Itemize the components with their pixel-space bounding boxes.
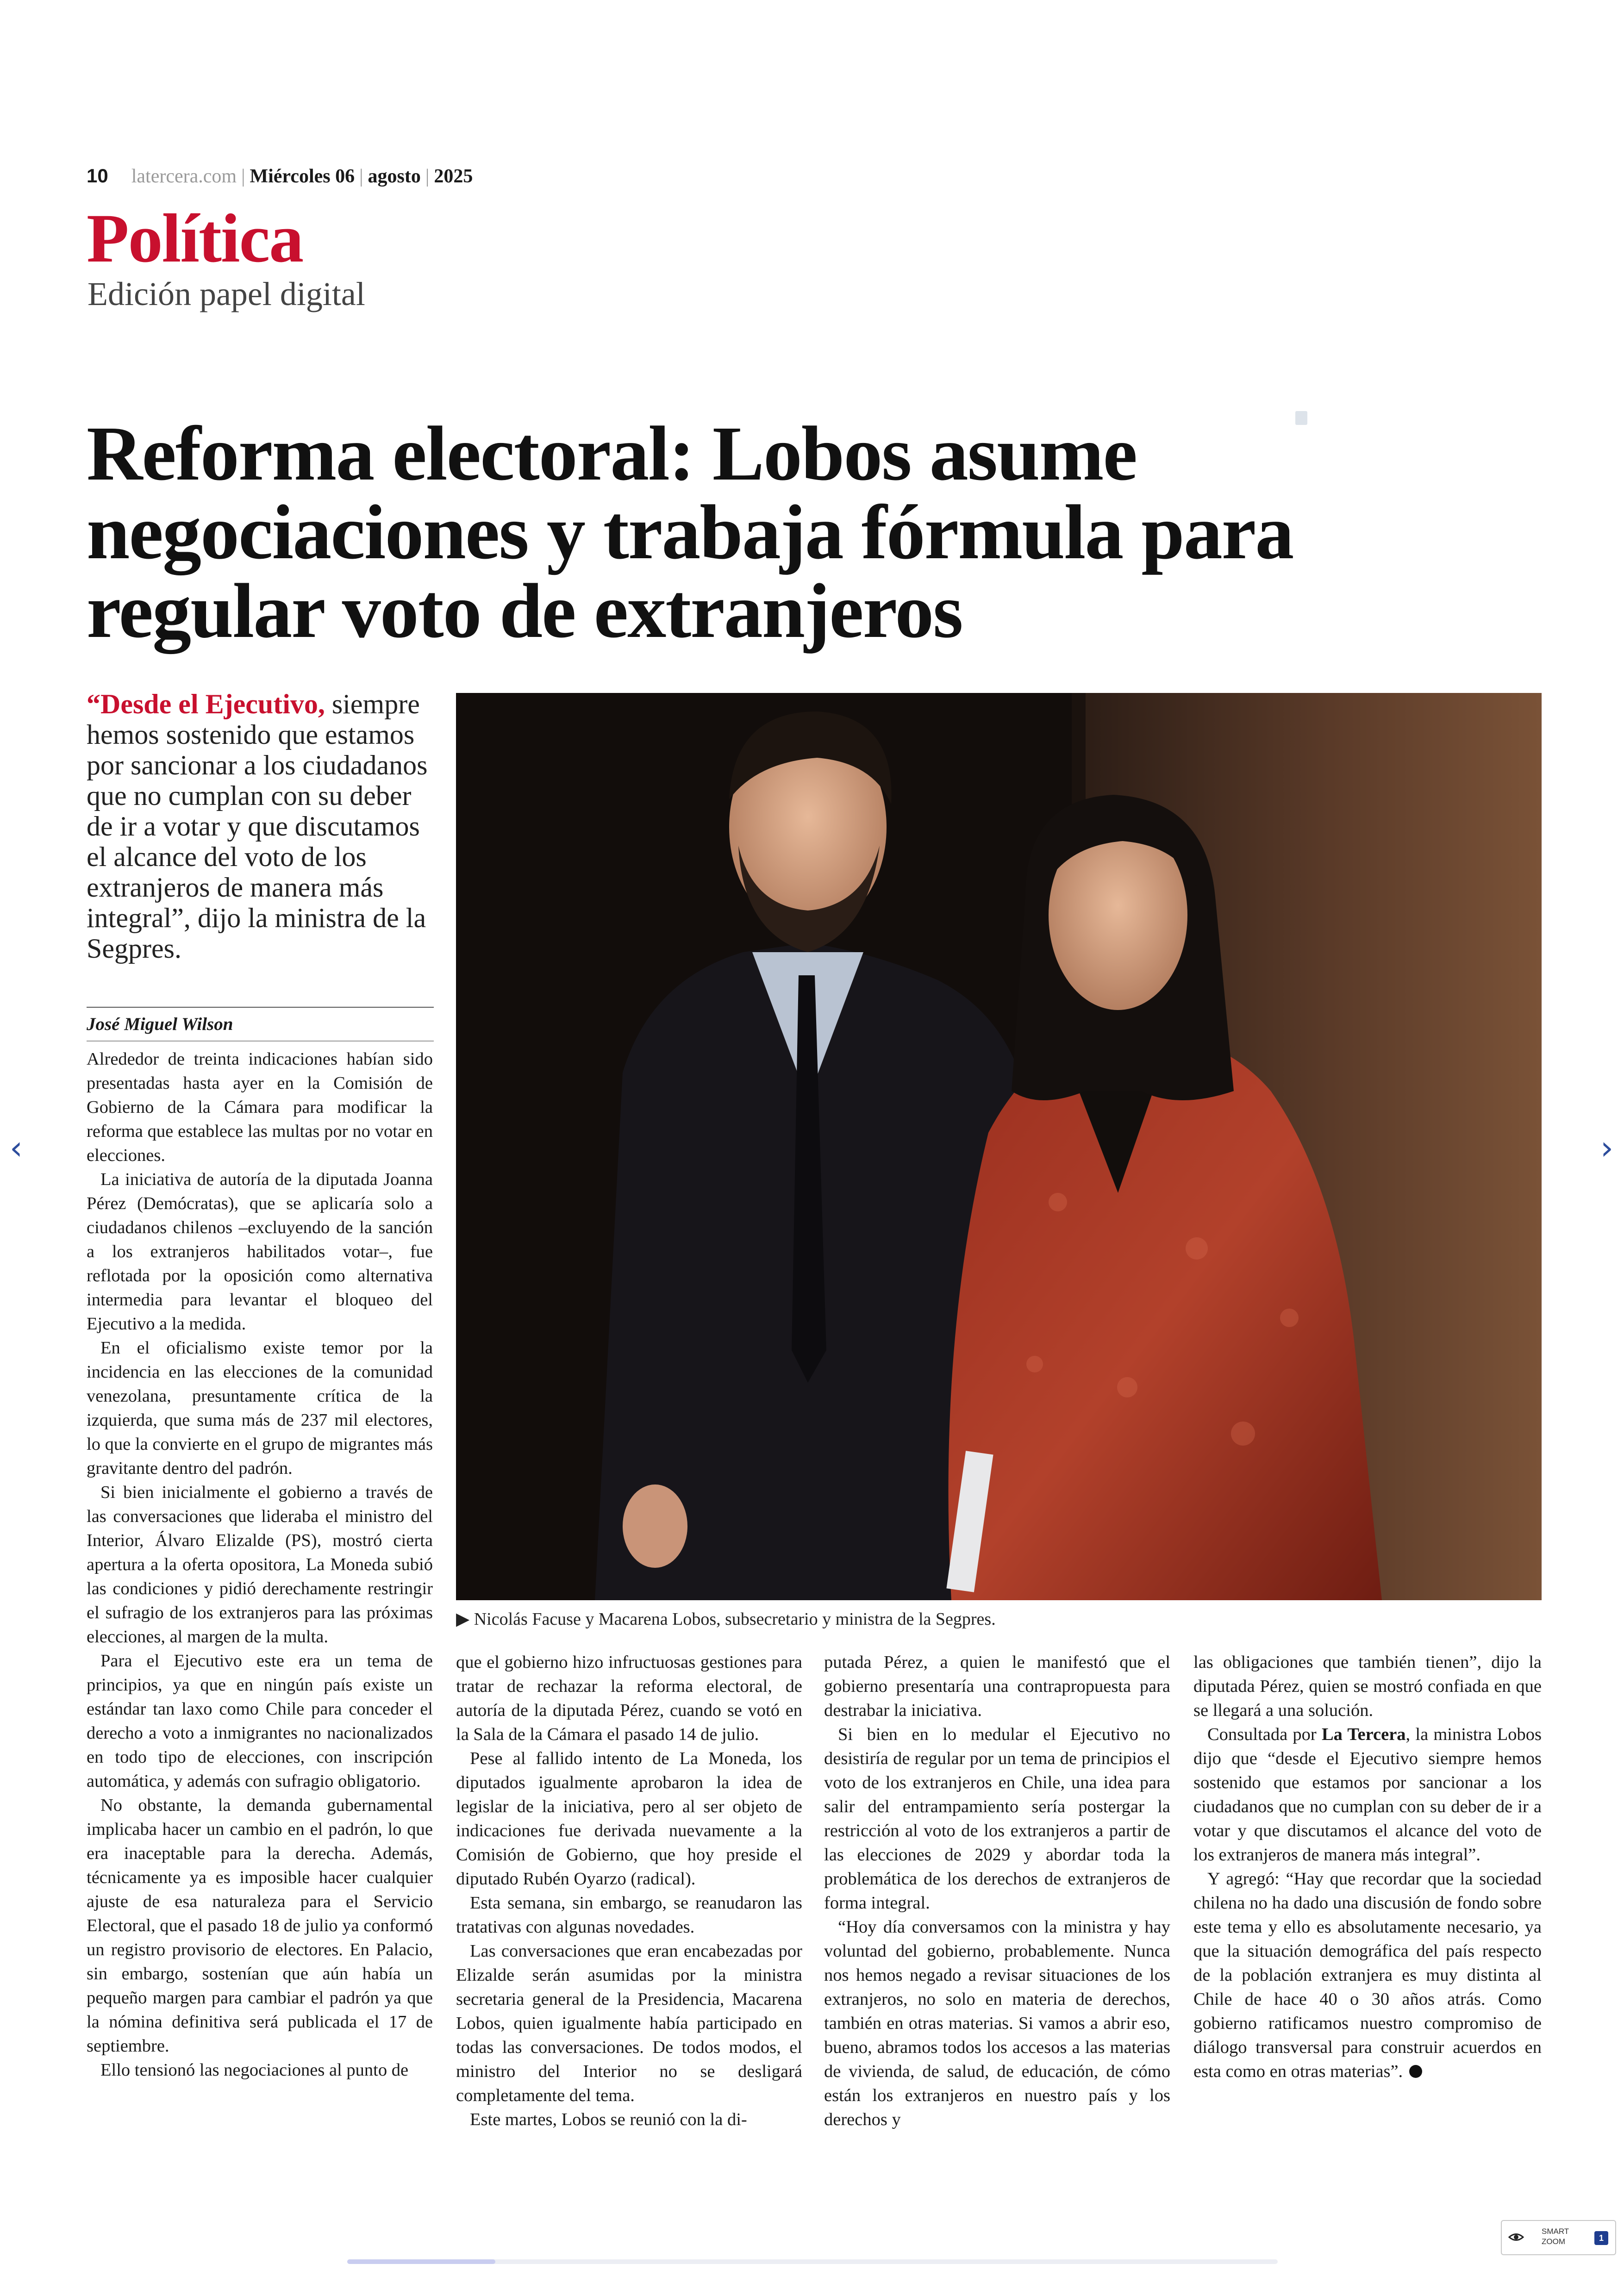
paragraph <box>1193 1867 1542 2083</box>
prev-page-button[interactable]: ‹ <box>10 1129 23 1167</box>
separator: | <box>359 166 363 187</box>
divider <box>87 1007 434 1008</box>
paragraph: Esta semana, sin embargo, se reanudaron las tratativas con algunas novedades. <box>456 1893 802 1937</box>
article-column-1 <box>87 1047 433 2082</box>
article-headline: Reforma electoral: Lobos asume negociaciones y trabaja fórmula para regular voto de extranjeros <box>87 411 1293 654</box>
next-page-button[interactable]: › <box>1600 1129 1613 1167</box>
paragraph: En el oficialismo existe temor por la incidencia en las elecciones de la comunidad venezolana, presuntamente crítica de la izquierda, que suma más de 237 mil electores, lo que la convierte en el grupo de migrantes más gravitante dentro del padrón. <box>87 1338 433 1478</box>
separator: | <box>241 166 245 187</box>
paragraph: que el gobierno hizo infructuosas gestiones para tratar de rechazar la reforma electoral, de autoría de la diputada Pérez, cuando se votó en la Sala de la Cámara el pasado 14 de julio. <box>456 1653 802 1744</box>
paragraph: “Hoy día conversamos con la ministra y hay voluntad del gobierno, probablemente. Nunca nos hemos negado a revisar situaciones de los extranjeros, no solo en materia de derechos, también en otras materias. Si vamos a abrir eso, bueno, abramos todos los accesos a las materias de vivienda, de salud, de educación, de cómo están los extranjeros en nuestro país y los derechos y <box>824 1917 1170 2129</box>
eye-icon <box>1508 2229 1524 2245</box>
paragraph: Pese al fallido intento de La Moneda, los diputados igualmente aprobaron la idea de legislar de la iniciativa, pero al ser objeto de indicaciones fue derivada nuevamente a la Comisión de Gobierno, que hoy preside el diputado Rubén Oyarzo (radical). <box>456 1749 802 1889</box>
smart-zoom-badge: 1 <box>1594 2231 1608 2245</box>
paragraph-text: , la ministra Lobos dijo que “desde el Ejecutivo siempre hemos sostenido que estamos por sancionar a los ciudadanos que no cumplan con su deber de ir a votar y que discutamos el alcance del voto de los extranjeros de manera más integral”. <box>1193 1725 1542 1865</box>
paragraph: La iniciativa de autoría de la diputada Joanna Pérez (Demócratas), que se aplicaría solo a ciudadanos chilenos –excluyendo de la sanción a los extranjeros habilitados votar–, fue reflotada por la oposición como alternativa intermedia para levantar el bloqueo del Ejecutivo a la medida. <box>87 1170 433 1334</box>
paragraph: Alrededor de treinta indicaciones habían sido presentadas hasta ayer en la Comisión de Gobierno de la Cámara para modificar la reforma que establece las multas por no votar en elecciones. <box>87 1049 433 1165</box>
article-column-3 <box>824 1650 1170 2132</box>
caption-marker-icon: ▶ <box>456 1609 470 1629</box>
lead-highlight: “Desde el Ejecutivo, <box>87 689 325 719</box>
end-mark-icon <box>1409 2065 1422 2078</box>
paragraph: las obligaciones que también tienen”, dijo la diputada Pérez, quien se mostró confiada en que se llegará a una solución. <box>1193 1653 1542 1720</box>
paragraph-text: Consultada por <box>1207 1725 1322 1744</box>
article-column-4 <box>1193 1650 1542 2083</box>
section-subtitle: Edición papel digital <box>87 275 365 312</box>
date-day: Miércoles 06 <box>250 166 355 187</box>
paragraph: Las conversaciones que eran encabezadas por Elizalde serán asumidas por la ministra secretaria general de la Presidencia, Macarena Lobos, quien igualmente había participado en todas las conversaciones. De todos modos, el ministro del Interior no se desligará completamente del tema. <box>456 1941 802 2105</box>
smart-zoom-button[interactable] <box>1501 2220 1616 2255</box>
paragraph-text: Y agregó: “Hay que recordar que la sociedad chilena no ha dado una discusión de fondo sobre este tema y ello es absolutamente necesario, ya que la situación demográfica del país respecto de la población extranjera es muy distinta al Chile de hace 40 o 30 años atrás. Como gobierno ratificamos nuestro compromiso de diálogo transversal para construir acuerdos en esta como en otras materias”. <box>1193 1869 1542 2081</box>
separator: | <box>425 166 430 187</box>
paragraph: putada Pérez, a quien le manifestó que el gobierno presentaría una contrapropuesta para destrabar la iniciativa. <box>824 1653 1170 1720</box>
article-photo <box>456 693 1542 1600</box>
page-scroll-thumb[interactable] <box>347 2259 495 2264</box>
page-number: 10 <box>87 165 108 187</box>
photo-caption <box>456 1606 1542 1632</box>
article-lead <box>87 689 434 964</box>
article-byline: José Miguel Wilson <box>87 1014 233 1034</box>
paragraph: Si bien inicialmente el gobierno a través de las conversaciones que lideraba el ministro del Interior, Álvaro Elizalde (PS), mostró cierta apertura a la oferta opositora, La Moneda subió las condiciones y pidió derechamente restringir el sufragio de los extranjeros para las próximas elecciones, al margen de la multa. <box>87 1483 433 1646</box>
paragraph: Ello tensionó las negociaciones al punto de <box>100 2060 409 2080</box>
date-month: agosto <box>368 166 421 187</box>
caption-text: Nicolás Facuse y Macarena Lobos, subsecretario y ministra de la Segpres. <box>474 1609 996 1629</box>
paragraph: No obstante, la demanda gubernamental implicaba hacer un cambio en el padrón, lo que era inaceptable para la derecha. Además, técnicamente ya es imposible hacer cualquier ajuste de esa naturaleza para el Servicio Electoral, que el pasado 18 de julio ya conformó un registro provisorio de electores. En Palacio, sin embargo, sostenían que aún había un pequeño margen para cambiar el padrón ya que la nómina definitiva será publicada el 17 de septiembre. <box>87 1796 433 2056</box>
paragraph: Este martes, Lobos se reunió con la di- <box>470 2110 747 2129</box>
paragraph <box>1193 1722 1542 1867</box>
paragraph: Si bien en lo medular el Ejecutivo no desistiría de regular por un tema de principios el voto de los extranjeros en Chile, una idea para salir del entrampamiento sería postergar la restricción al voto de los extranjeros a partir de las elecciones de 2029 y abordar toda la problemática de los derechos de extranjeros de forma integral. <box>824 1725 1170 1913</box>
lead-text: siempre hemos sostenido que estamos por sancionar a los ciudadanos que no cumplan con su deber de ir a votar y que discutamos el alcance del voto de los extranjeros de manera más integral”, dijo la ministra de la Segpres. <box>87 689 428 964</box>
newspaper-name: La Tercera <box>1321 1725 1406 1744</box>
article-column-2 <box>456 1650 802 2132</box>
paragraph: Para el Ejecutivo este era un tema de principios, ya que en ningún país existe un estándar tan laxo como Chile para conceder el derecho a voto a inmigrantes no nacionalizados en todo tipo de elecciones, con inscripción automática, y además con sufragio obligatorio. <box>87 1651 433 1791</box>
page-header <box>87 162 473 190</box>
site-name: latercera.com <box>131 166 237 187</box>
date-year: 2025 <box>434 166 473 187</box>
section-title: Política <box>87 200 303 277</box>
smart-zoom-label: SMART ZOOM <box>1542 2227 1569 2246</box>
